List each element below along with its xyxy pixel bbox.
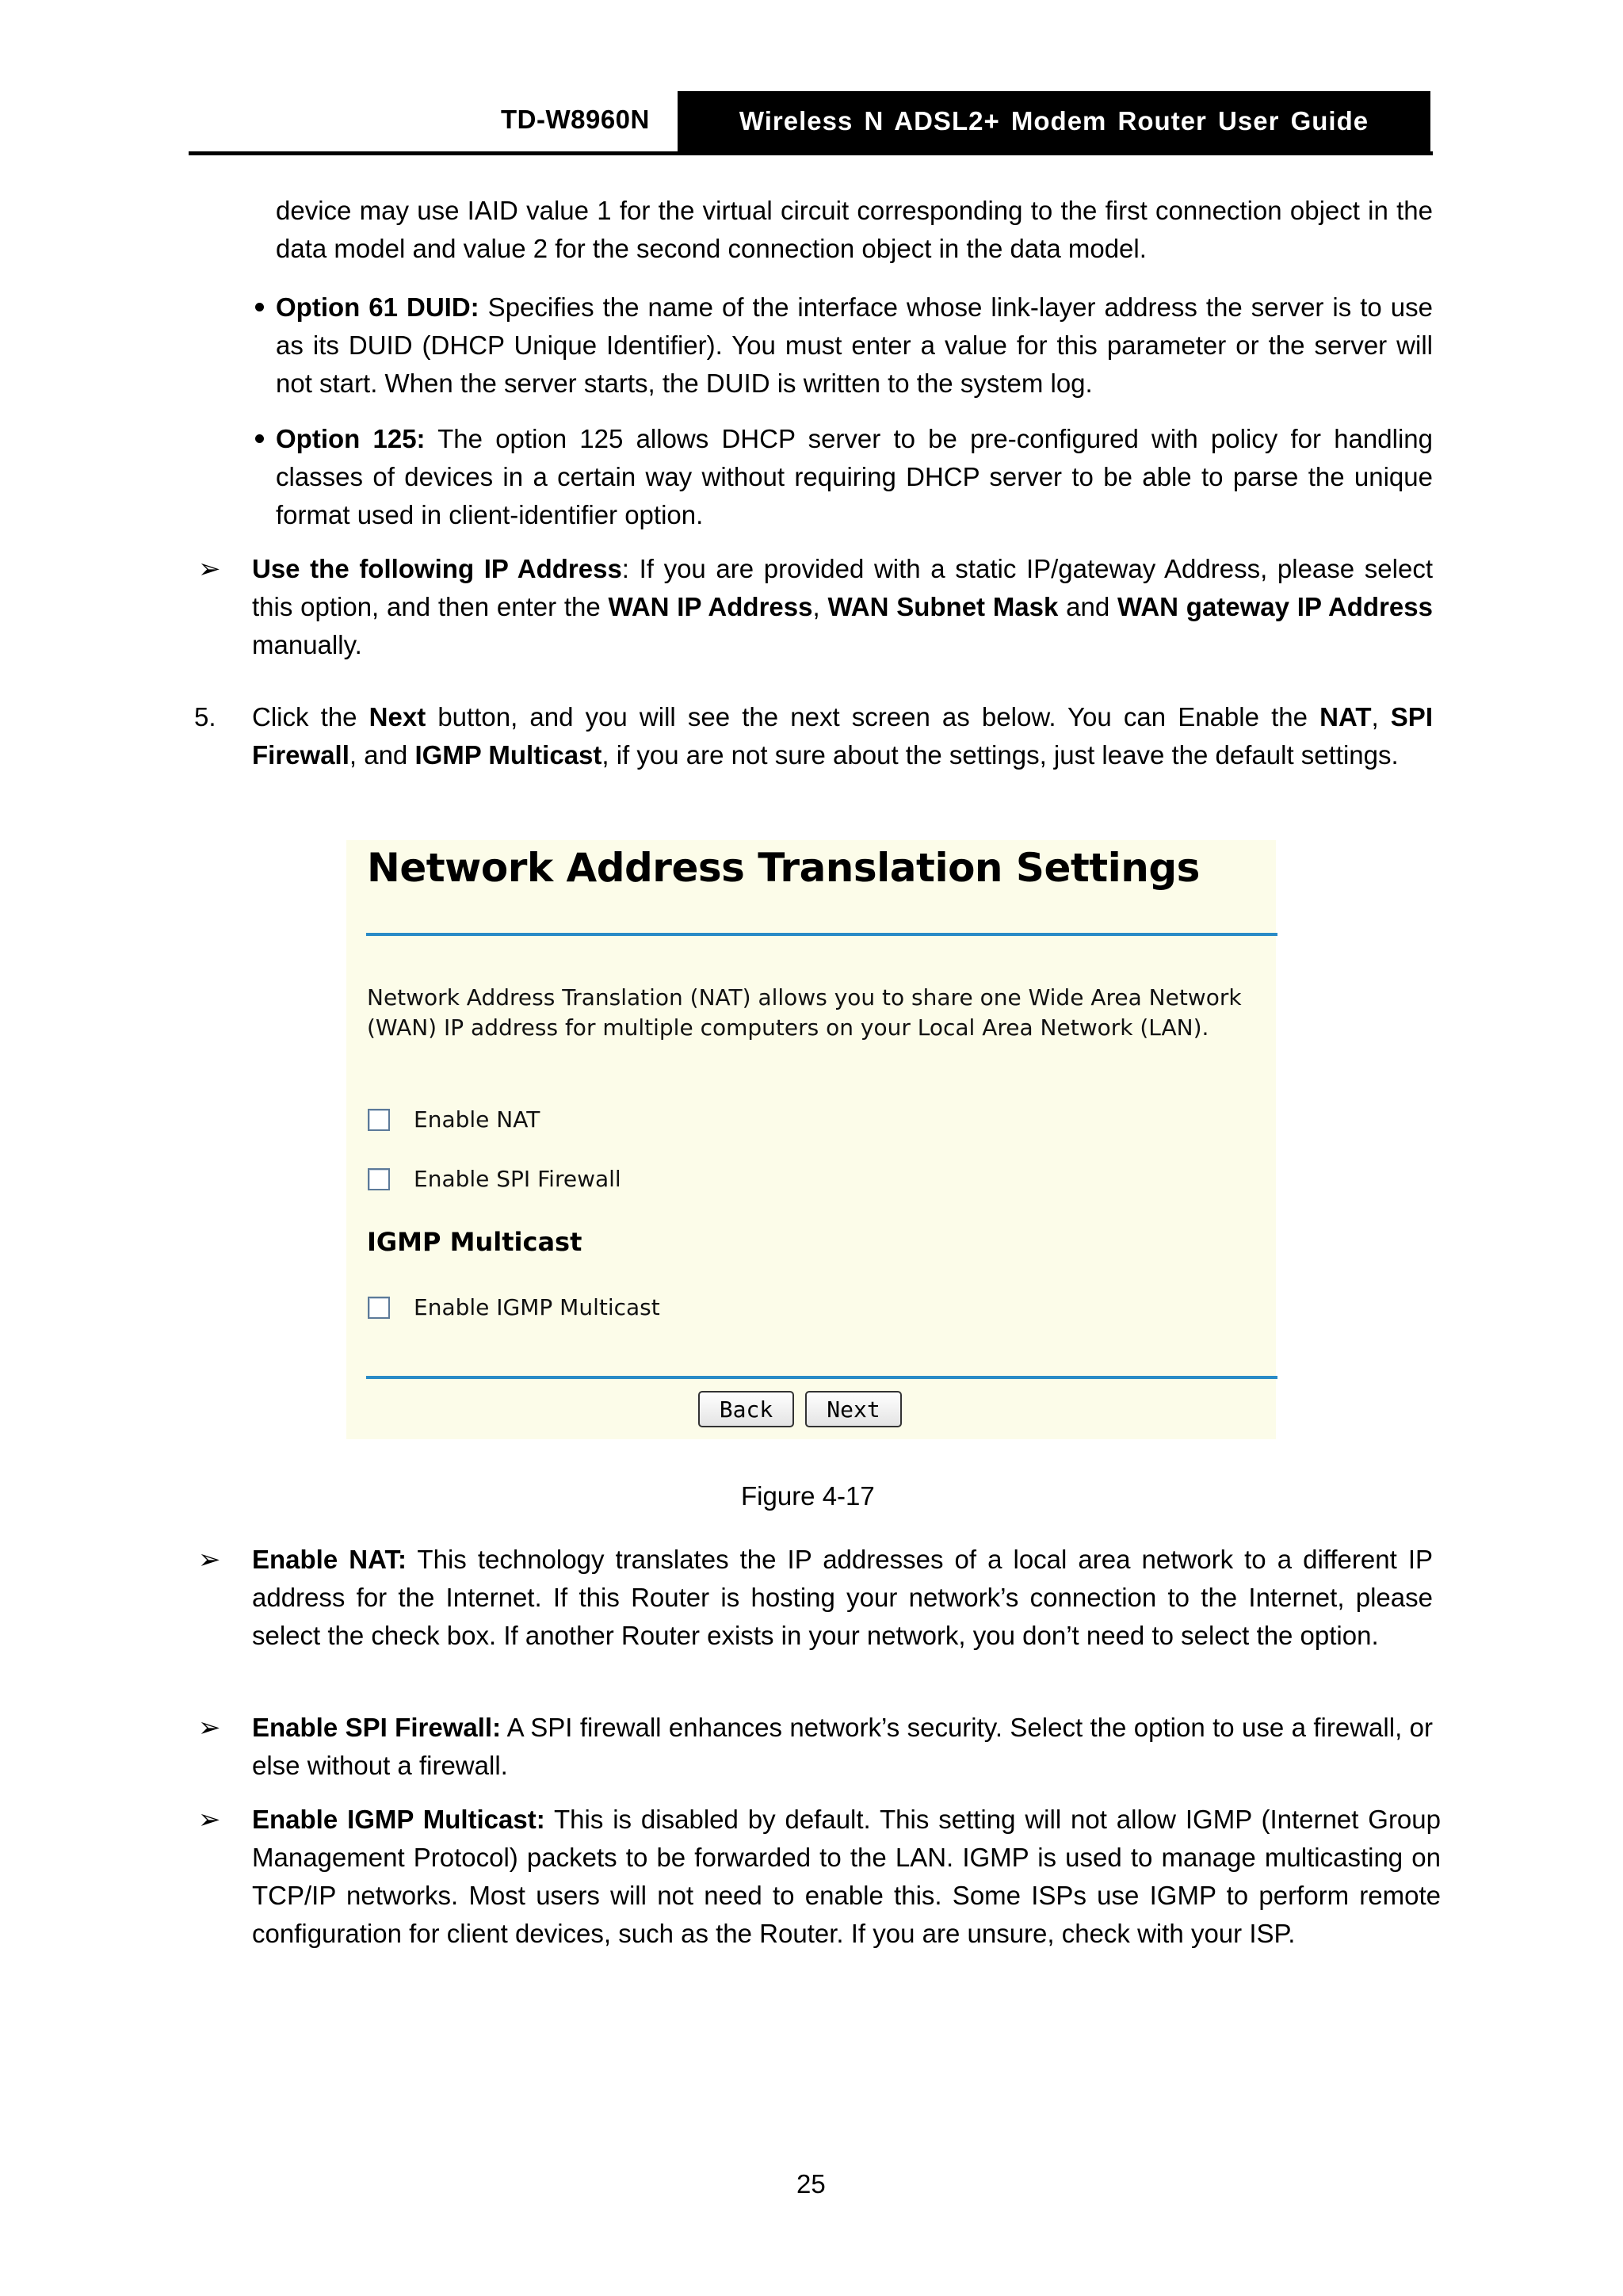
enable-spi-firewall-label: Enable SPI Firewall — [414, 1166, 621, 1192]
title-divider — [366, 933, 1277, 936]
option125-paragraph — [276, 420, 1433, 534]
enable-igmp-term: Enable IGMP Multicast: — [252, 1805, 545, 1834]
document-model-name: TD-W8960N — [501, 105, 650, 134]
figure-caption: Figure 4-17 — [741, 1481, 875, 1511]
use-ip-text: , — [812, 592, 828, 621]
step5-text: button, and you will see the next screen as below. You can Enable the — [426, 702, 1320, 732]
document-guide-title: Wireless N ADSL2+ Modem Router User Guide — [678, 91, 1430, 151]
next-term: Next — [369, 702, 426, 732]
enable-igmp-paragraph — [252, 1801, 1441, 1953]
spi-firewall-term: SPI Firewall — [252, 702, 1433, 770]
footer-divider — [366, 1376, 1277, 1379]
step5-text: , and — [349, 740, 415, 770]
next-button[interactable]: Next — [805, 1391, 902, 1427]
nat-settings-screenshot — [346, 840, 1276, 1439]
nat-settings-title: Network Address Translation Settings — [367, 845, 1200, 891]
wan-ip-term: WAN IP Address — [608, 592, 813, 621]
enable-nat-term: Enable NAT: — [252, 1545, 407, 1574]
step5-text: , — [1371, 702, 1391, 732]
enable-spi-term: Enable SPI Firewall: — [252, 1713, 502, 1742]
step-number: 5. — [194, 702, 216, 732]
option125-text: The option 125 allows DHCP server to be pre-configured with policy for handling classes of devices in a certain way without requiring DHCP server to be able to parse the unique format used in client-identifier option. — [276, 424, 1433, 529]
enable-spi-firewall-row[interactable] — [368, 1166, 621, 1192]
enable-nat-text: This technology translates the IP addresses of a local area network to a different IP address for the Internet. If this Router is hosting your network’s connection to the Internet, please select the check box. If another Router exists in your network, you don’t need to select the option. — [252, 1545, 1433, 1650]
arrow-bullet-icon: ➢ — [198, 553, 221, 585]
wan-gateway-term: WAN gateway IP Address — [1117, 592, 1433, 621]
option125-term: Option 125: — [276, 424, 426, 453]
arrow-bullet-icon: ➢ — [198, 1712, 221, 1744]
enable-igmp-multicast-checkbox[interactable] — [368, 1297, 390, 1319]
wan-subnet-term: WAN Subnet Mask — [827, 592, 1059, 621]
use-ip-text: and — [1058, 592, 1118, 621]
step5-text: Click the — [252, 702, 369, 732]
enable-igmp-text: This is disabled by default. This setting will not allow IGMP (Internet Group Management Protocol) packets to be forwarded to the LAN. IGMP is used to manage multicasting on TCP/IP networks. Most users will not need to enable this. Some ISPs use IGMP to perform remote configuration for client devices, such as the Router. If you are unsure, check with your ISP. — [252, 1805, 1441, 1948]
header-divider — [189, 151, 1433, 155]
use-ip-term: Use the following IP Address — [252, 554, 622, 583]
arrow-bullet-icon: ➢ — [198, 1544, 221, 1576]
use-ip-text: manually. — [252, 630, 362, 659]
enable-igmp-multicast-row[interactable] — [368, 1294, 660, 1320]
enable-nat-checkbox[interactable] — [368, 1109, 390, 1131]
nat-term: NAT — [1319, 702, 1372, 732]
step5-paragraph — [252, 698, 1433, 774]
page-number: 25 — [796, 2169, 826, 2199]
enable-spi-firewall-checkbox[interactable] — [368, 1168, 390, 1190]
back-button[interactable]: Back — [698, 1391, 794, 1427]
enable-nat-paragraph — [252, 1541, 1433, 1655]
option61-text: Specifies the name of the interface whose link-layer address the server is to use as its DUID (DHCP Unique Identifier). You must enter a value for this parameter or the server will not start. When the server starts, the DUID is written to the system log. — [276, 292, 1433, 398]
bullet-icon — [255, 434, 264, 443]
step5-text: , if you are not sure about the settings, just leave the default settings. — [601, 740, 1399, 770]
enable-spi-text: A SPI firewall enhances network’s security. Select the option to use a firewall, or else without a firewall. — [252, 1713, 1433, 1780]
use-ip-paragraph — [252, 550, 1433, 664]
enable-spi-paragraph — [252, 1709, 1433, 1785]
nat-description: Network Address Translation (NAT) allows you to share one Wide Area Network (WAN) IP address for multiple computers on your Local Area Network (LAN). — [367, 984, 1242, 1041]
enable-nat-label: Enable NAT — [414, 1106, 540, 1133]
bullet-icon — [255, 303, 264, 311]
option61-term: Option 61 DUID: — [276, 292, 479, 322]
enable-nat-row[interactable] — [368, 1106, 540, 1133]
option61-paragraph — [276, 288, 1433, 403]
igmp-multicast-heading: IGMP Multicast — [367, 1227, 582, 1257]
arrow-bullet-icon: ➢ — [198, 1804, 221, 1836]
iaid-continuation-paragraph: device may use IAID value 1 for the virtual circuit corresponding to the first connection object in the data model and value 2 for the second connection object in the data model. — [276, 196, 1433, 263]
use-ip-text: : If you are provided with a static IP/gateway Address, please select this option, and then enter the — [252, 554, 1433, 621]
enable-igmp-multicast-label: Enable IGMP Multicast — [414, 1294, 660, 1320]
igmp-multicast-term: IGMP Multicast — [414, 740, 602, 770]
